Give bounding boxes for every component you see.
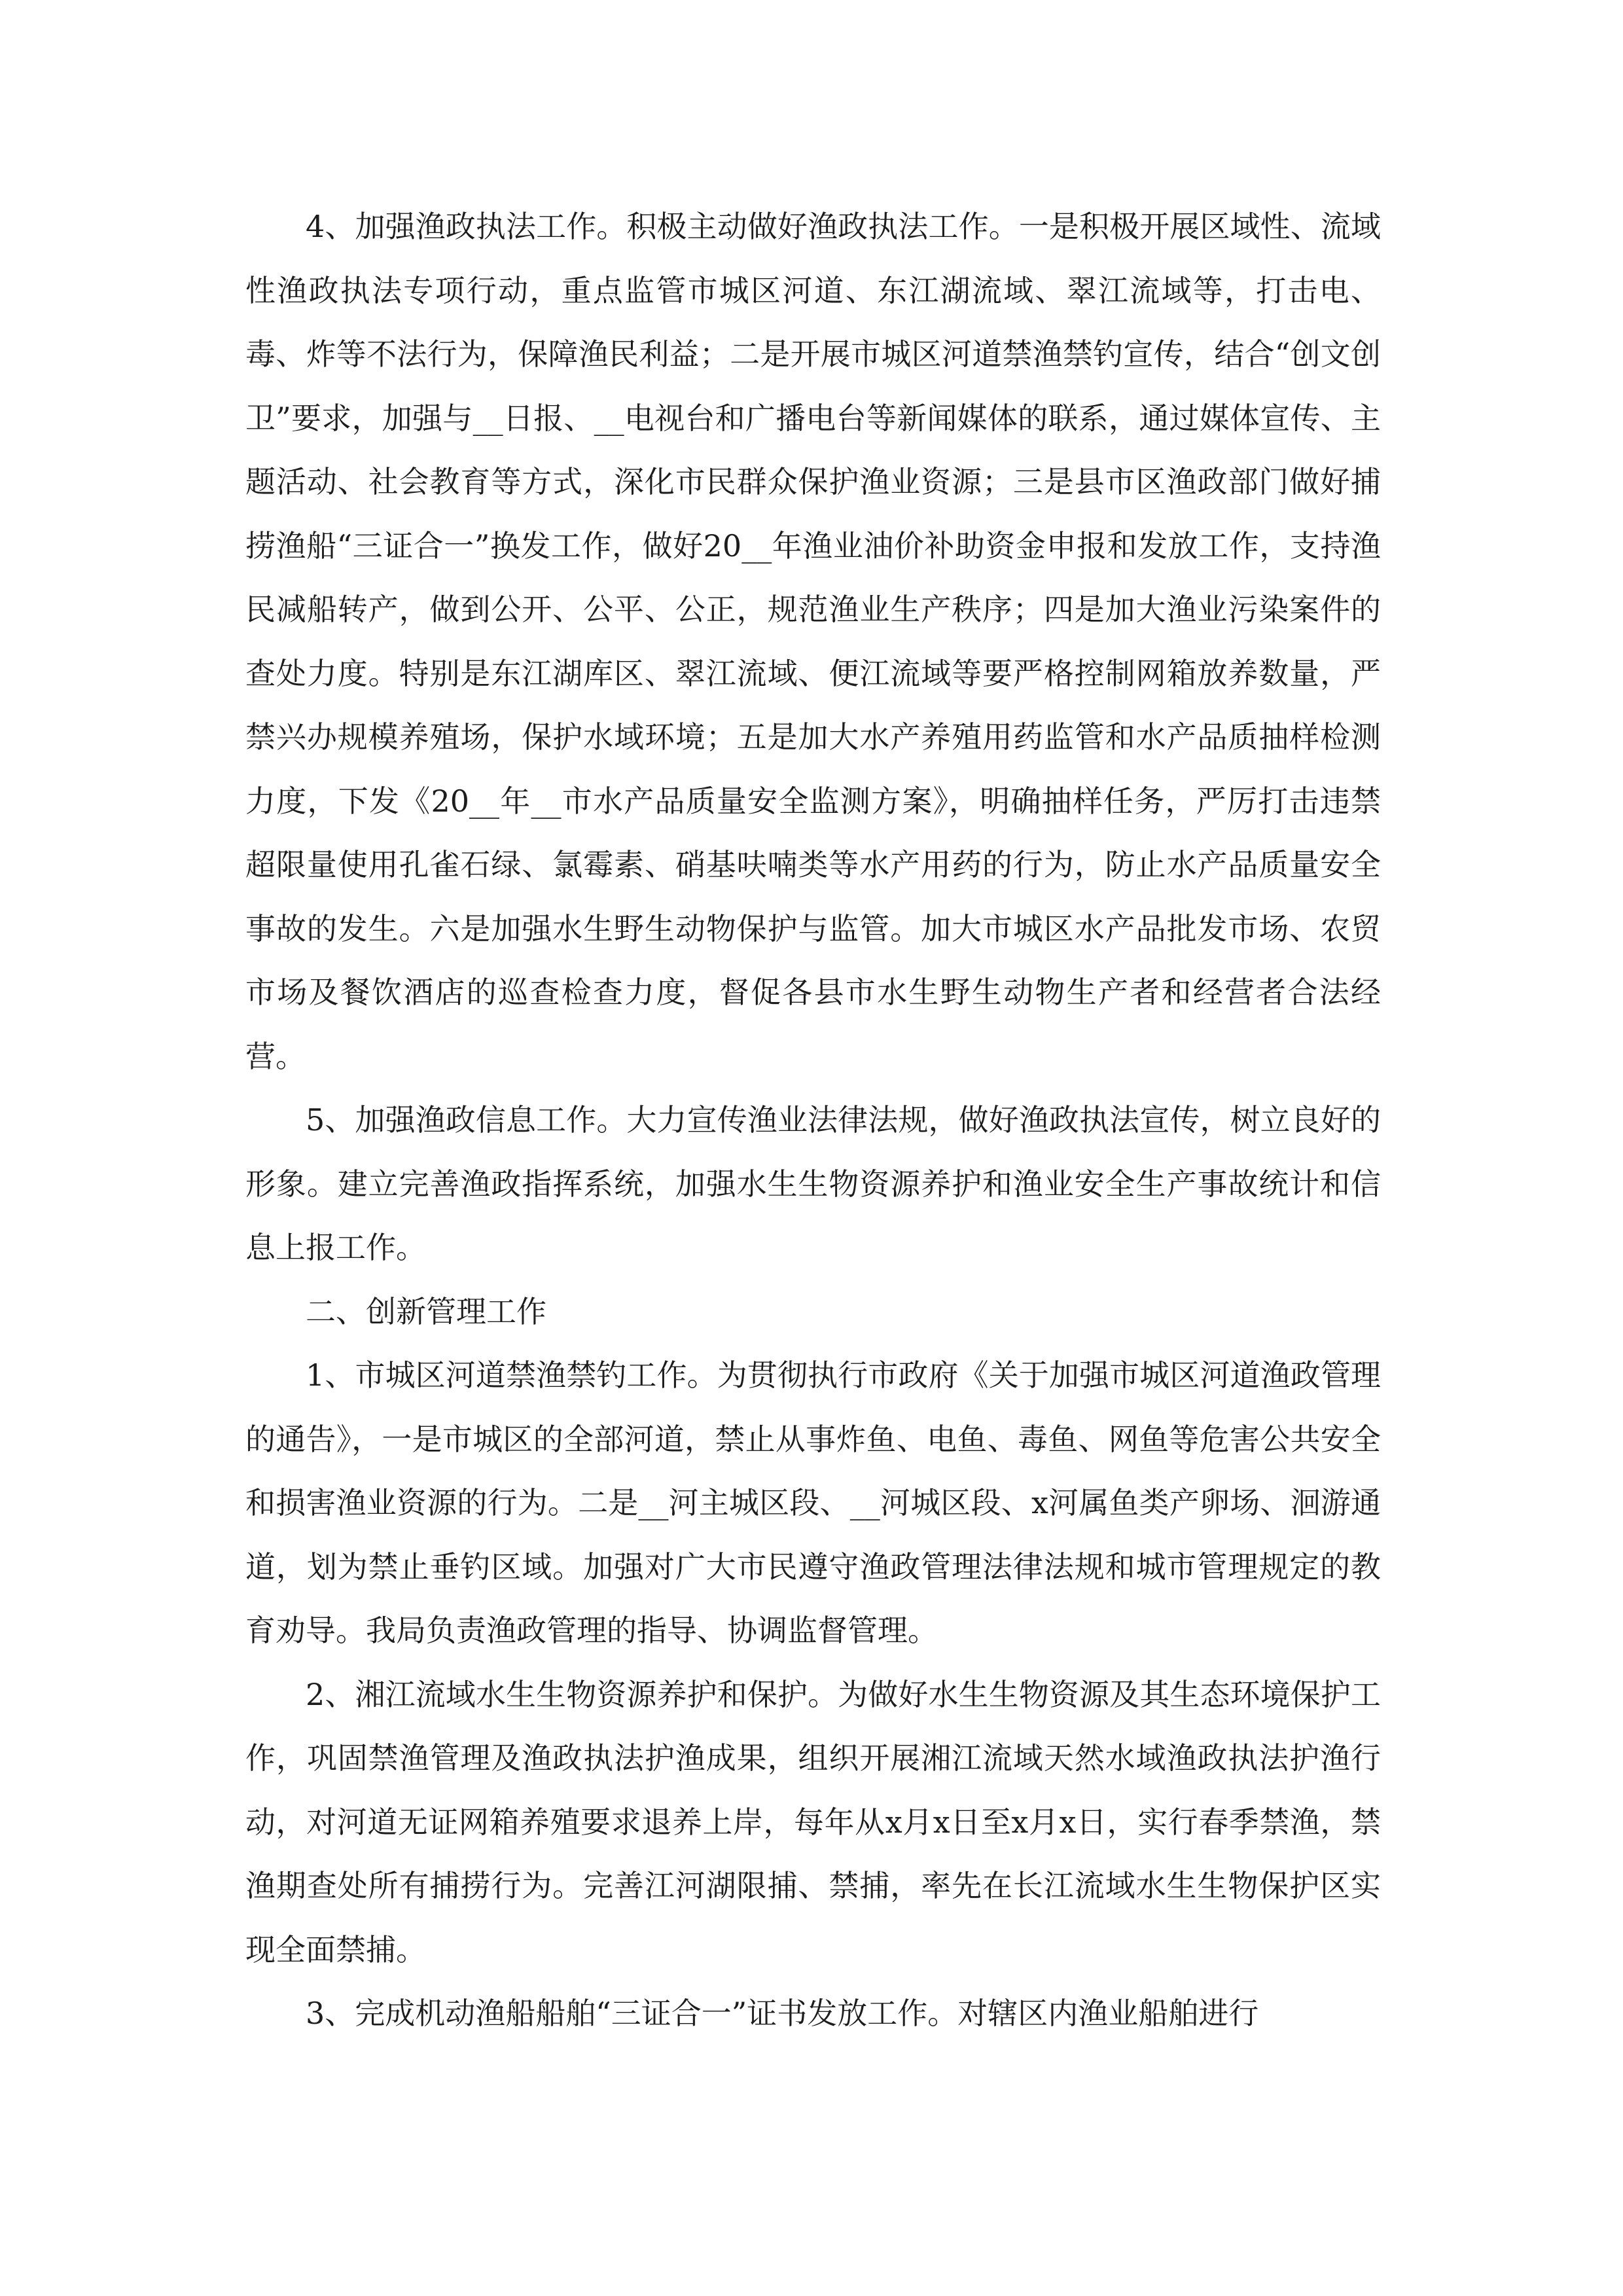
paragraph-certificates: 3、完成机动渔船船舶“三证合一”证书发放工作。对辖区内渔业船舶进行 — [306, 1996, 1259, 2031]
paragraph-xiangjiang-protection: 2、湘江流域水生生物资源养护和保护。为做好水生生物资源及其生态环境保护工作，巩固禁渔管理及渔政执法护渔成果，组织开展湘江流域天然水域渔政执法护渔行动，对河道无证网箱养殖要求退养上岸，每年从x月x日至x月x日，实行春季禁渔，禁渔期查处所有捕捞行为。完善江河湖限捕、禁捕，率先在长江流域水生生物保护区实现全面禁捕。 — [245, 1676, 1381, 1967]
section-heading-innovation: 二、创新管理工作 — [306, 1293, 546, 1329]
document-body — [245, 195, 1381, 2046]
paragraph-information: 5、加强渔政信息工作。大力宣传渔业法律法规，做好渔政执法宣传，树立良好的形象。建立完善渔政指挥系统，加强水生生物资源养护和渔业安全生产事故统计和信息上报工作。 — [245, 1102, 1381, 1265]
paragraph-enforcement: 4、加强渔政执法工作。积极主动做好渔政执法工作。一是积极开展区域性、流域性渔政执法专项行动，重点监管市城区河道、东江湖流域、翠江流域等，打击电、毒、炸等不法行为，保障渔民利益；二是开展市城区河道禁渔禁钓宣传，结合“创文创卫”要求，加强与__日报、__电视台和广播电台等新闻媒体的联系，通过媒体宣传、主题活动、社会教育等方式，深化市民群众保护渔业资源；三是县市区渔政部门做好捕捞渔船“三证合一”换发工作，做好20__年渔业油价补助资金申报和发放工作，支持渔民减船转产，做到公开、公平、公正，规范渔业生产秩序；四是加大渔业污染案件的查处力度。特别是东江湖库区、翠江流域、便江流域等要严格控制网箱放养数量，严禁兴办规模养殖场，保护水域环境；五是加大水产养殖用药监管和水产品质抽样检测力度，下发《20__年__市水产品质量安全监测方案》，明确抽样任务，严厉打击违禁超限量使用孔雀石绿、氯霉素、硝基呋喃类等水产用药的行为，防止水产品质量安全事故的发生。六是加强水生野生动物保护与监管。加大市城区水产品批发市场、农贸市场及餐饮酒店的巡查检查力度，督促各县市水生野生动物生产者和经营者合法经营。 — [245, 209, 1381, 1074]
paragraph-river-ban: 1、市城区河道禁渔禁钓工作。为贯彻执行市政府《关于加强市城区河道渔政管理的通告》，一是市城区的全部河道，禁止从事炸鱼、电鱼、毒鱼、网鱼等危害公共安全和损害渔业资源的行为。二是__河主城区段、__河城区段、x河属鱼类产卵场、洄游通道，划为禁止垂钓区域。加强对广大市民遵守渔政管理法律法规和城市管理规定的教育劝导。我局负责渔政管理的指导、协调监督管理。 — [245, 1357, 1381, 1648]
